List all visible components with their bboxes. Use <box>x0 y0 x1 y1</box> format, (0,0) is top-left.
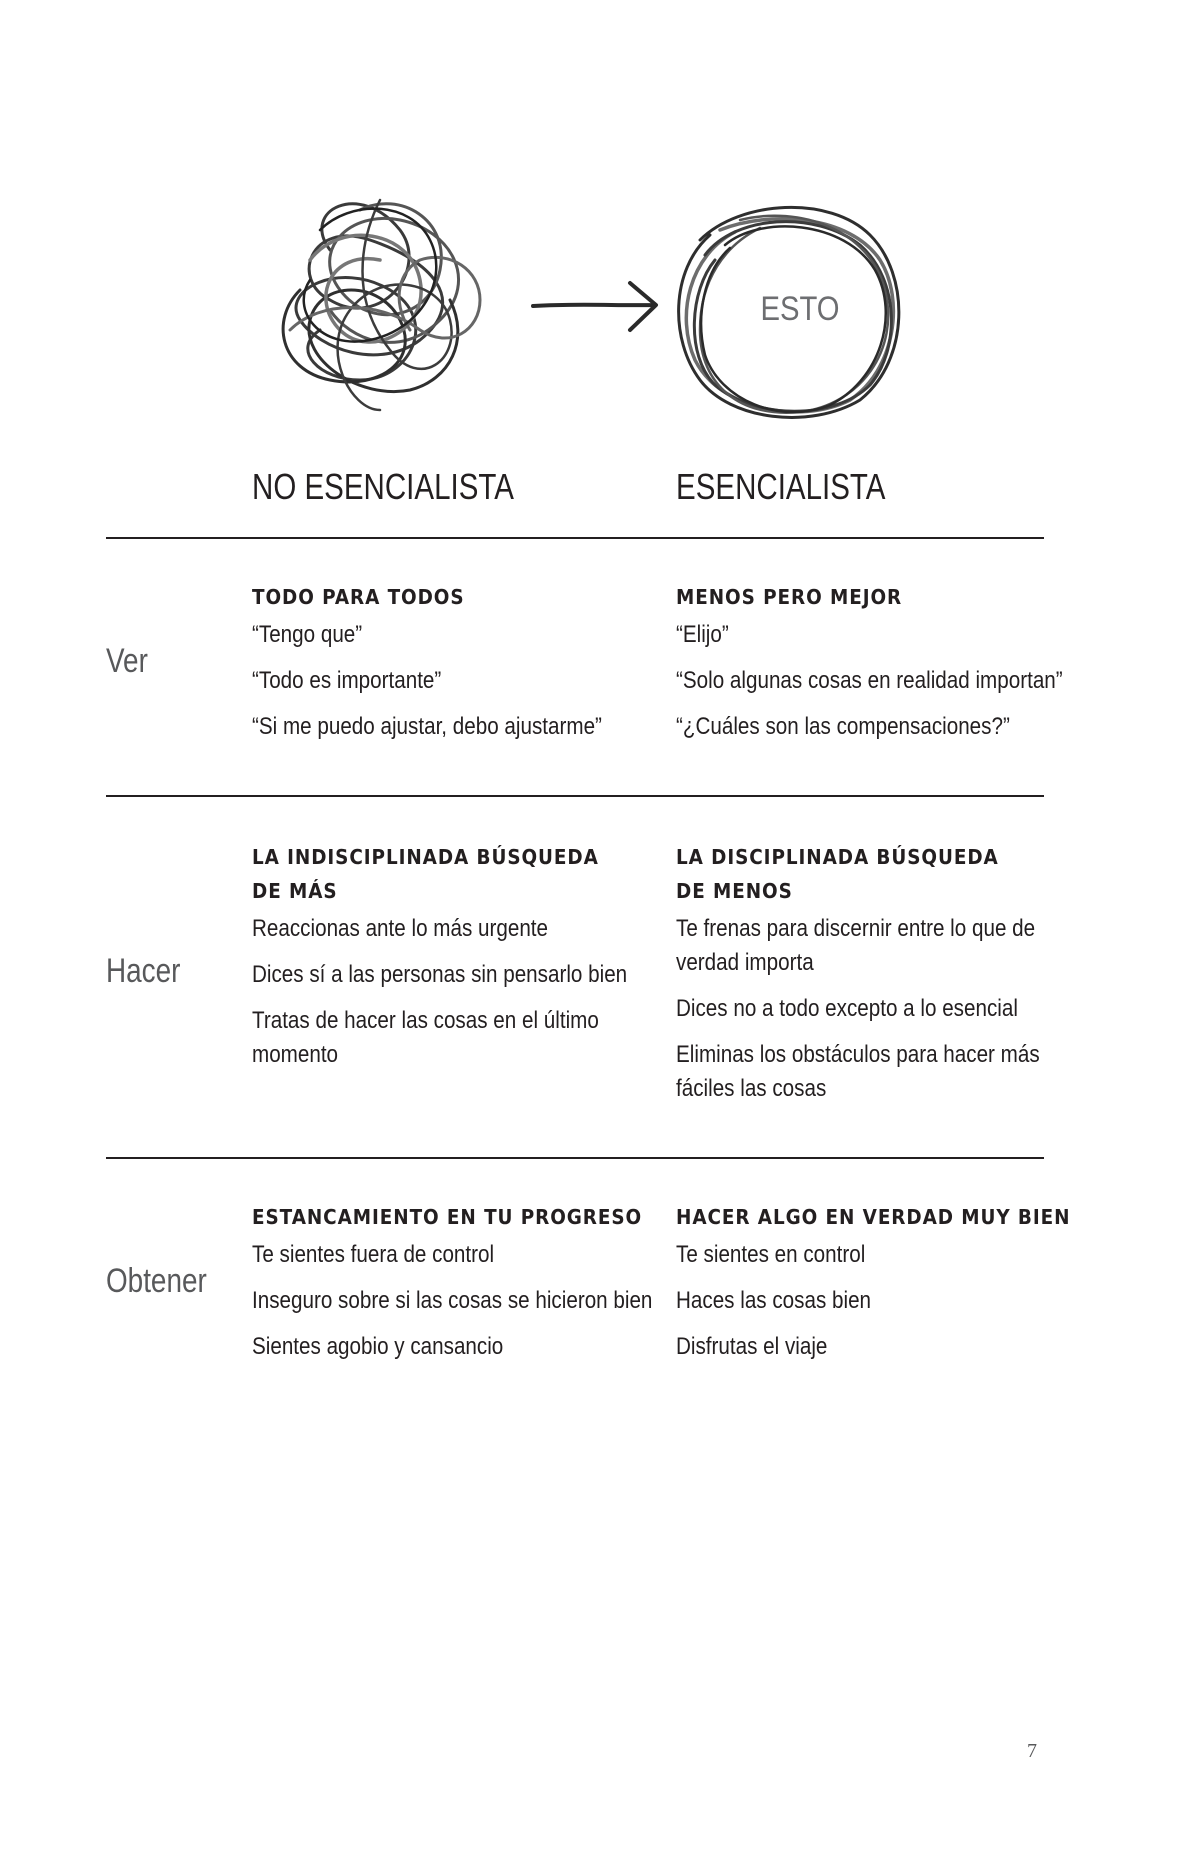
cell-ver-essentialist <box>676 580 1096 756</box>
comparison-illustration <box>0 0 1200 440</box>
divider-line <box>106 795 1044 797</box>
cell-item: “Tengo que” <box>252 621 363 648</box>
cell-item: Sientes agobio y cansancio <box>252 1333 504 1360</box>
cell-item: “Elijo” <box>676 621 729 648</box>
cell-item-list <box>676 618 1096 744</box>
row-label-obtener: Obtener <box>106 1262 207 1300</box>
cell-item: Dices sí a las personas sin pensarlo bien <box>252 961 628 988</box>
cell-ver-non-essentialist <box>252 580 672 756</box>
cell-item: Disfrutas el viaje <box>676 1333 828 1360</box>
cell-hacer-non-essentialist <box>252 840 672 1084</box>
cell-item: “Solo algunas cosas en realidad importan” <box>676 667 1063 694</box>
cell-item: “Todo es importante” <box>252 667 442 694</box>
column-header-essentialist: ESENCIALISTA <box>676 466 886 507</box>
cell-item: Eliminas los obstáculos para hacer más fáciles las cosas <box>676 1041 1040 1102</box>
cell-item-list <box>676 912 1096 1106</box>
scribble-tangle-icon <box>283 200 480 410</box>
cell-item: “Si me puedo ajustar, debo ajustarme” <box>252 713 602 740</box>
divider-line <box>106 537 1044 539</box>
cell-item: Inseguro sobre si las cosas se hicieron bien <box>252 1287 653 1314</box>
cell-hacer-essentialist <box>676 840 1096 1118</box>
arrow-right-icon <box>533 283 656 330</box>
cell-item: Reaccionas ante lo más urgente <box>252 915 549 942</box>
cell-item-list <box>252 912 672 1072</box>
cell-title: ESTANCAMIENTO EN TU PROGRESO <box>252 1205 643 1229</box>
cell-item: Dices no a todo excepto a lo esencial <box>676 995 1018 1022</box>
cell-item-list <box>252 1238 672 1364</box>
cell-item-list <box>252 618 672 744</box>
circle-label: ESTO <box>760 288 840 328</box>
page-number: 7 <box>1027 1740 1037 1762</box>
row-label-ver: Ver <box>106 642 148 680</box>
cell-title: LA DISCIPLINADA BÚSQUEDA DE MENOS <box>676 845 999 903</box>
cell-item-list <box>676 1238 1096 1364</box>
cell-item: Te sientes en control <box>676 1241 866 1268</box>
cell-item: Haces las cosas bien <box>676 1287 872 1314</box>
cell-item: Te sientes fuera de control <box>252 1241 495 1268</box>
cell-item: “¿Cuáles son las compensaciones?” <box>676 713 1010 740</box>
cell-title: TODO PARA TODOS <box>252 585 465 609</box>
row-label-hacer: Hacer <box>106 952 181 990</box>
cell-title: MENOS PERO MEJOR <box>676 585 903 609</box>
cell-obtener-non-essentialist <box>252 1200 672 1376</box>
cell-item: Tratas de hacer las cosas en el último momento <box>252 1007 599 1068</box>
column-header-non-essentialist: NO ESENCIALISTA <box>252 466 514 507</box>
cell-title: HACER ALGO EN VERDAD MUY BIEN <box>676 1205 1071 1229</box>
divider-line <box>106 1157 1044 1159</box>
cell-obtener-essentialist <box>676 1200 1096 1376</box>
cell-item: Te frenas para discernir entre lo que de verdad importa <box>676 915 1036 976</box>
cell-title: LA INDISCIPLINADA BÚSQUEDA DE MÁS <box>252 845 599 903</box>
